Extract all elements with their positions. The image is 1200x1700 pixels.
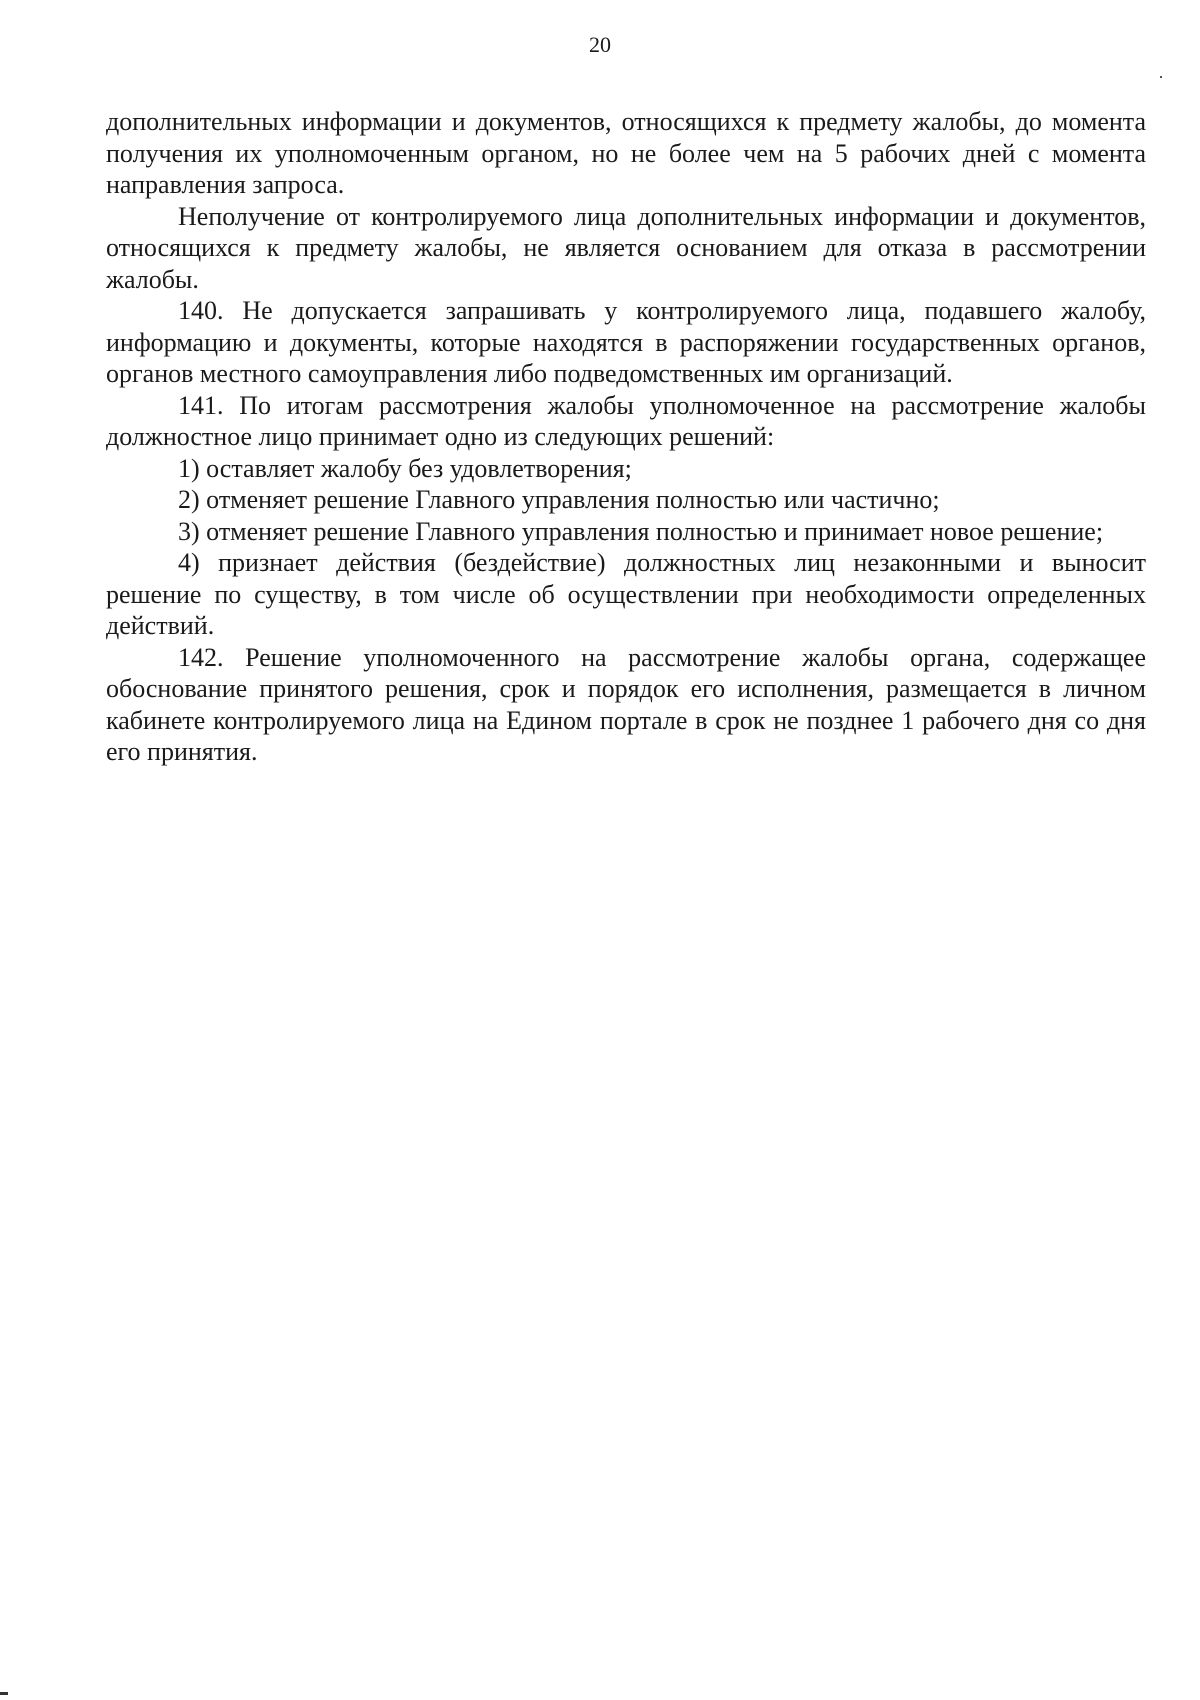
page-number: 20 xyxy=(589,32,611,57)
scan-dot xyxy=(1160,76,1162,78)
list-item-2: 2) отменяет решение Главного управления полностью или частично; xyxy=(178,485,940,514)
list-item-4: 4) признает действия (бездействие) должностных лиц незаконными и выносит решение по существу, в том числе об осуществлении при необходимости определенных действий. xyxy=(106,548,1146,640)
list-item-1: 1) оставляет жалобу без удовлетворения; xyxy=(178,453,632,483)
list-item-3: 3) отменяет решение Главного управления полностью и принимает новое решение; xyxy=(178,516,1104,546)
paragraph-141: 141. По итогам рассмотрения жалобы уполномоченное на рассмотрение жалобы должностное лицо принимает одно из следующих решений: xyxy=(106,390,1146,451)
paragraph-140: 140. Не допускается запрашивать у контролируемого лица, подавшего жалобу, информацию и документы, которые находятся в распоряжении государственных органов, органов местного самоуправления либо подведомственных им организаций. xyxy=(106,296,1146,388)
paragraph-non-receipt: Неполучение от контролируемого лица дополнительных информации и документов, относящихся к предмету жалобы, не является основанием для отказа в рассмотрении жалобы. xyxy=(106,201,1146,294)
scan-edge-mark xyxy=(0,1692,8,1695)
document-body xyxy=(106,106,1146,768)
paragraph-continuation: дополнительных информации и документов, относящихся к предмету жалобы, до момента получения их уполномоченным органом, но не более чем на 5 рабочих дней с момента направления запроса. xyxy=(106,107,1146,199)
paragraph-142: 142. Решение уполномоченного на рассмотрение жалобы органа, содержащее обоснование принятого решения, срок и порядок его исполнения, размещается в личном кабинете контролируемого лица на Едином портале в срок не позднее 1 рабочего дня со дня его принятия. xyxy=(106,642,1146,766)
